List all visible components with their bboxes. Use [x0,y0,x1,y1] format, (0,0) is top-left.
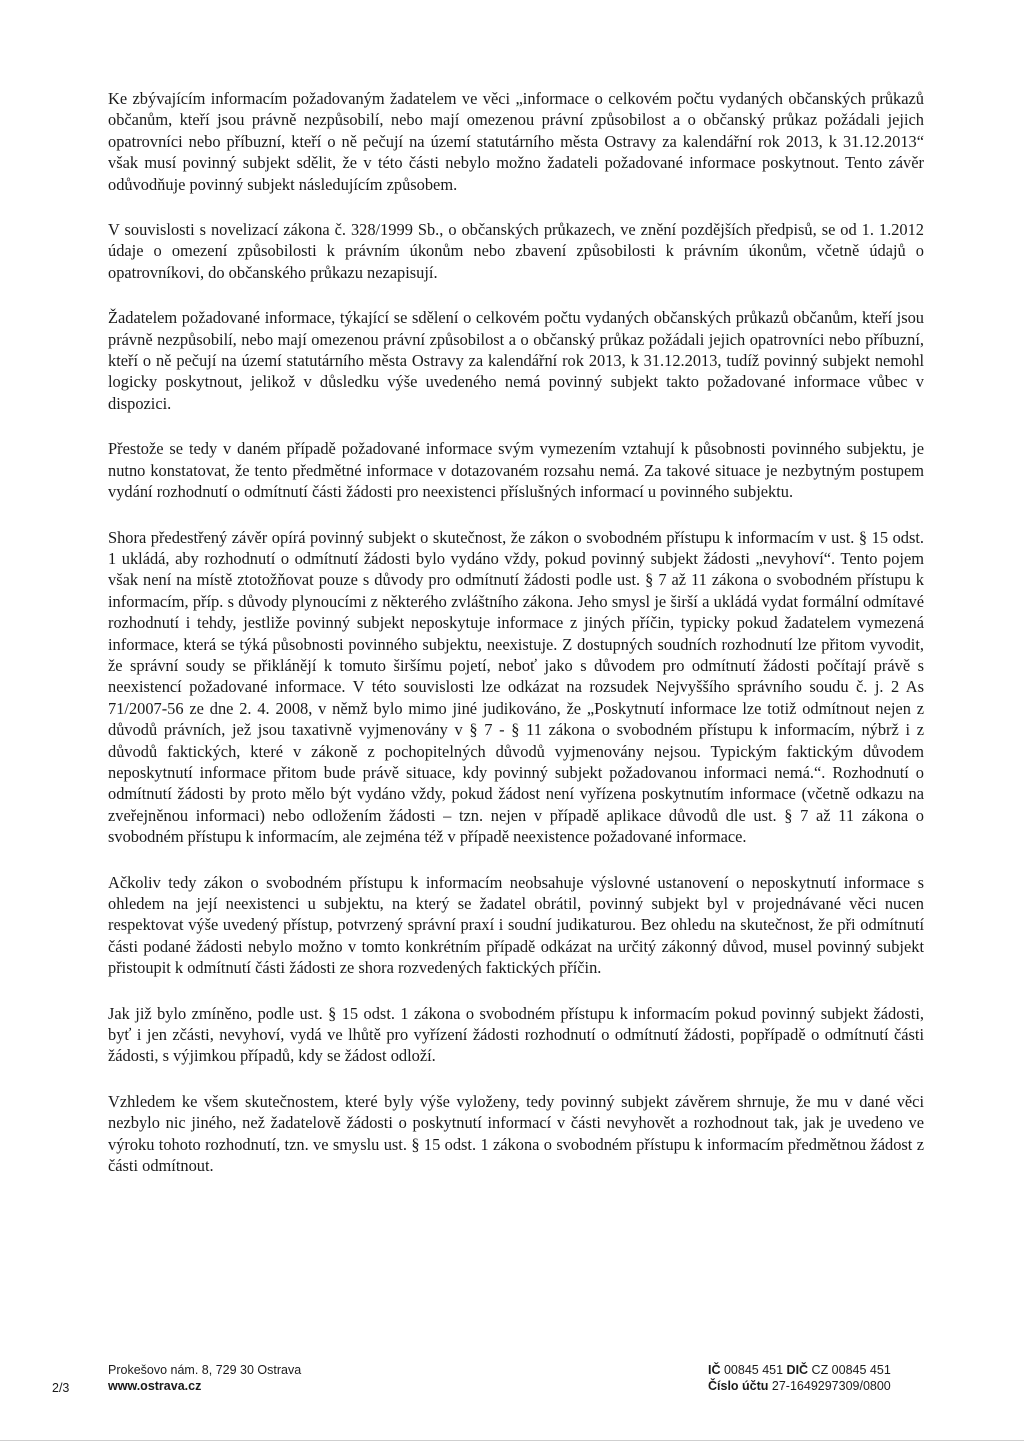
paragraph: Přestože se tedy v daném případě požadované informace svým vymezením vztahují k působnosti povinného subjektu, je nutno konstatovat, že tento předmětné informace v dotazovaném rozsahu nemá. Za takové situace je nezbytným postupem vydání rozhodnutí o odmítnutí části žádosti pro neexistenci příslušných informací u povinného subjektu. [108,439,924,502]
page-number: 2/3 [52,1381,70,1395]
footer-contact [108,1362,301,1394]
paragraph: Shora předestřený závěr opírá povinný subjekt o skutečnost, že zákon o svobodném přístupu k informacím v ust. § 15 odst. 1 ukládá, aby rozhodnutí o odmítnutí žádosti bylo vydáno vždy, pokud povinný subjekt žádosti „nevyhoví“. Tento pojem však není na místě ztotožňovat pouze s důvody pro odmítnutí žádosti podle ust. § 7 až 11 zákona o svobodném přístupu k informacím, příp. s důvody plynoucími z některého zvláštního zákona. Jeho smysl je širší a ukládá vydat formální odmítavé rozhodnutí i tehdy, jestliže povinný subjekt neposkytuje informace z jiných příčin, typicky pokud žadatelem vymezená informace, která se týká působnosti povinného subjektu, neexistuje. Z dostupných soudních rozhodnutí lze přitom vyvodit, že správní soudy se přiklánějí k tomuto širšímu pojetí, neboť jako s důvodem pro odmítnutí žádosti počítají právě s neexistencí požadované informace. V této souvislosti lze odkázat na rozsudek Nejvyššího správního soudu č. j. 2 As 71/2007-56 ze dne 2. 4. 2008, v němž bylo mimo jiné judikováno, že „Poskytnutí informace lze totiž odmítnout nejen z důvodů právních, jež jsou taxativně vyjmenovány v § 7 - § 11 zákona o svobodném přístupu k informacím, nýbrž i z důvodů faktických, které v zákoně z pochopitelných důvodů vyjmenovány nejsou. Typickým faktickým důvodem neposkytnutí informace přitom bude právě situace, kdy povinný subjekt požadovanou informaci nemá.“. Rozhodnutí o odmítnutí žádosti by proto mělo být vydáno vždy, pokud žádost není vyřízena poskytnutím informace (včetně odkazu na zveřejněnou informaci) nebo odložením žádosti – tzn. nejen v případě aplikace důvodů dle ust. § 7 až 11 zákona o svobodném přístupu k informacím, ale zejména též v případě neexistence požadované informace. [108,527,924,847]
footer-address: Prokešovo nám. 8, 729 30 Ostrava [108,1363,302,1377]
ic-label: IČ [708,1363,721,1377]
footer-account-line [708,1378,891,1394]
account-value: 27-1649297309/0800 [768,1379,891,1393]
paragraph: Vzhledem ke všem skutečnostem, které byly výše vyloženy, tedy povinný subjekt závěrem shrnuje, že mu v dané věci nezbylo nic jiného, než žadatelově žádosti o poskytnutí informací v části nevyhovět a rozhodnout tak, jak je uvedeno ve výroku tohoto rozhodnutí, tzn. ve smyslu ust. § 15 odst. 1 zákona o svobodném přístupu k informacím předmětnou žádost z části odmítnout. [108,1091,924,1176]
dic-value: CZ 00845 451 [808,1363,891,1377]
footer-ids-line [708,1362,891,1378]
paragraph: Jak již bylo zmíněno, podle ust. § 15 odst. 1 zákona o svobodném přístupu k informacím pokud povinný subjekt žádosti, byť i jen zčásti, nevyhoví, vydá ve lhůtě pro vyřízení žádosti rozhodnutí o odmítnutí žádosti, popřípadě o odmítnutí části žádosti, s výjimkou případů, kdy se žádost odloží. [108,1003,924,1066]
footer-identifiers [708,1362,891,1394]
paragraph: Žadatelem požadované informace, týkající se sdělení o celkovém počtu vydaných občanských průkazů občanům, kteří jsou právně nezpůsobilí, nebo mají omezenou právní způsobilost a o občanský průkaz požádali jejich opatrovníci nebo příbuzní, kteří o ně pečují na území statutárního města Ostravy za kalendářní rok 2013, k 31.12.2013, tudíž povinný subjekt nemohl logicky poskytnout, jelikož v důsledku výše uvedeného nemá povinný subjekt takto požadované informace vůbec v dispozici. [108,308,924,413]
document-body [108,88,924,1200]
dic-label: DIČ [786,1363,809,1377]
paragraph: Ačkoliv tedy zákon o svobodném přístupu k informacím neobsahuje výslovné ustanovení o neposkytnutí informace s ohledem na její neexistenci u subjektu, na který se žadatel obrátil, povinný subjekt byl v projednávané věci nucen respektovat výše uvedený přístup, potvrzený správní praxí i soudní judikaturou. Bez ohledu na skutečnost, že při odmítnutí části podané žádosti nebylo možno v tomto konkrétním případě odkázat na určitý zákonný důvod, musel povinný subjekt přistoupit k odmítnutí části žádosti ze shora rozvedených faktických příčin. [108,872,924,978]
page-footer [0,1362,1024,1402]
scan-edge-line [0,1440,1024,1441]
ic-value: 00845 451 [720,1363,787,1377]
footer-website-link[interactable]: www.ostrava.cz [108,1379,202,1393]
paragraph: Ke zbývajícím informacím požadovaným žadatelem ve věci „informace o celkovém počtu vydaných občanských průkazů občanům, kteří jsou právně nezpůsobilí, nebo mají omezenou právní způsobilost a o občanský průkaz požádali jejich opatrovníci nebo příbuzní, kteří o ně pečují na území statutárního města Ostravy za kalendářní rok 2013, k 31.12.2013“ však musí povinný subjekt sdělit, že v této části nebylo možno žadateli požadované informace poskytnout. Tento závěr odůvodňuje povinný subjekt následujícím způsobem. [108,89,924,194]
paragraph: V souvislosti s novelizací zákona č. 328/1999 Sb., o občanských průkazech, ve znění pozdějších předpisů, se od 1. 1.2012 údaje o omezení způsobilosti k právním úkonům nebo zbavení způsobilosti k právním úkonům, včetně údajů o opatrovníkovi, do občanského průkazu nezapisují. [108,220,924,282]
account-label: Číslo účtu [708,1379,769,1393]
